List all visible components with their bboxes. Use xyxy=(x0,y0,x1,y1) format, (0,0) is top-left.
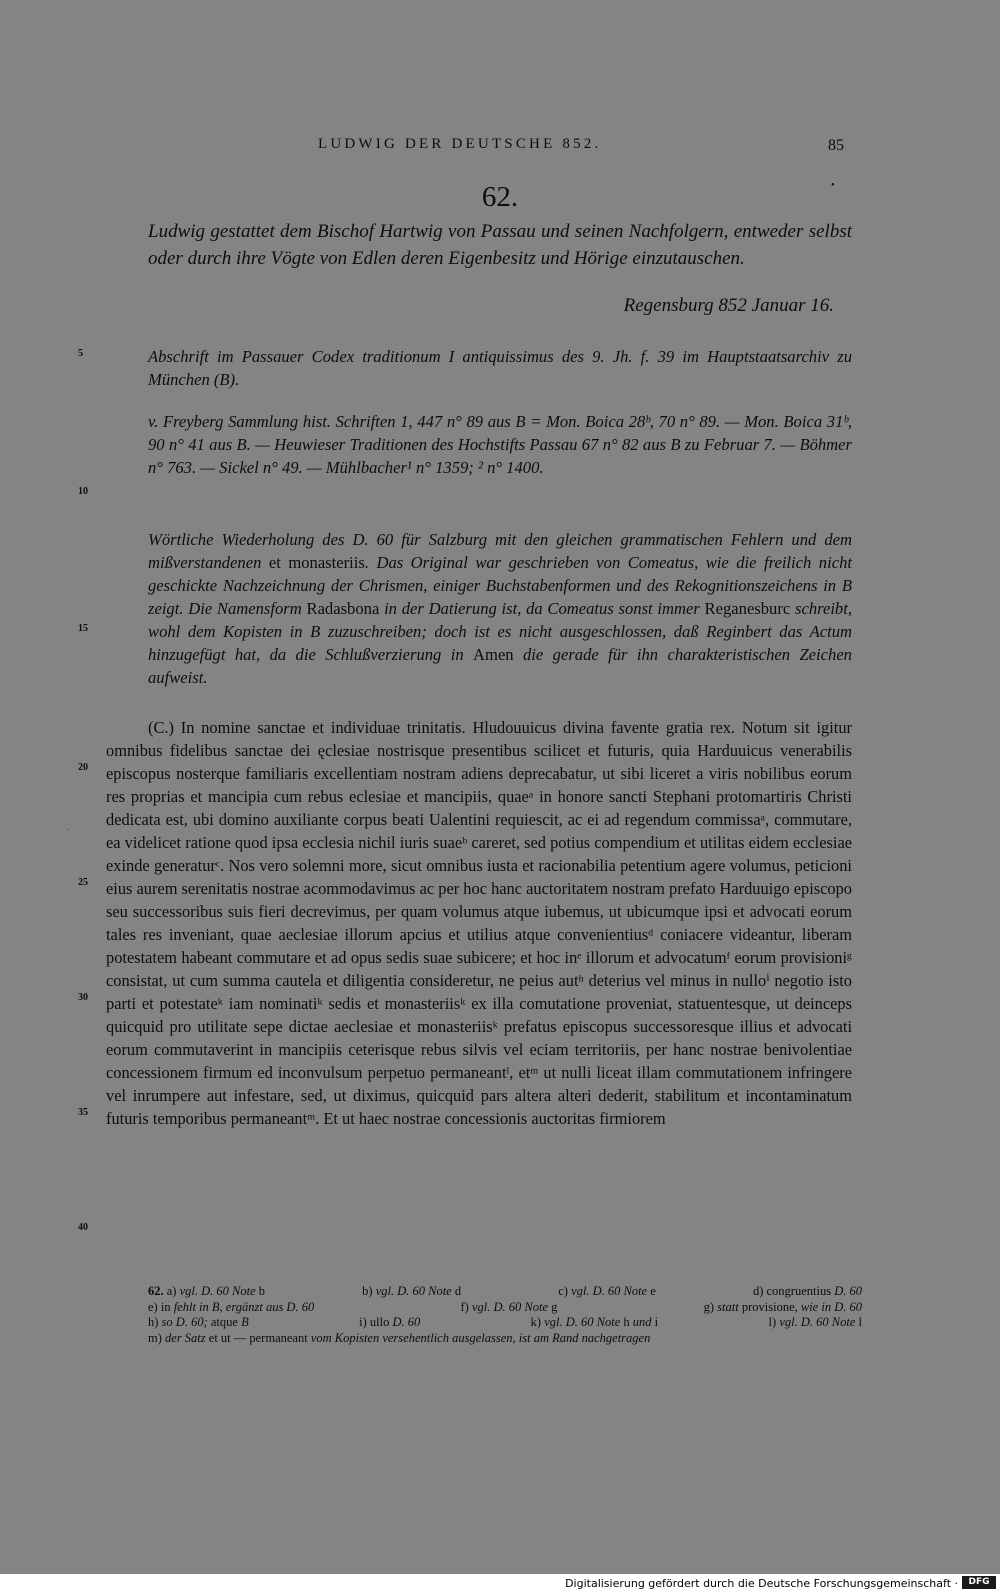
line-number: 5 xyxy=(78,348,83,359)
commentary: Wörtliche Wiederholung des D. 60 für Salzburg mit den gleichen grammatischen Fehlern und dem mißverstandenen et monasteriis. Das Original war geschrieben von Comeatus, wie die freilich nicht geschickte Nachzeichnung der Chrismen, einiger Buchstabenformen und des Rekognitionszeichens in B zeigt. Die Namensform Radasbona in der Datierung ist, da Comeatus sonst immer Reganesburc schreibt, wohl dem Kopisten in B zuzuschreiben; doch ist es nicht ausgeschlossen, daß Reginbert das Actum hinzugefügt hat, da die Schlußverzierung in Amen die gerade für ihn charakteristischen Zeichen aufweist. xyxy=(148,530,852,687)
line-number: 25 xyxy=(78,877,88,888)
page-number: 85 xyxy=(828,137,844,154)
running-head xyxy=(0,136,1000,160)
footer-bar xyxy=(0,1574,1000,1593)
footnote-row: m) der Satz et ut — permaneant vom Kopisten versehentlich ausgelassen, ist am Rand nachgetragen xyxy=(148,1330,651,1345)
printing-mark: • xyxy=(831,180,835,191)
line-number: 20 xyxy=(78,762,88,773)
dfg-logo: DFG xyxy=(962,1576,996,1589)
margin-mark: · xyxy=(67,826,70,834)
footnote-row: 62. a) vgl. D. 60 Note b b) vgl. D. 60 Note d c) vgl. D. 60 Note e d) congruentius D. 60 xyxy=(148,1284,862,1298)
main-text xyxy=(106,716,852,1130)
digitization-credit: Digitalisierung gefördert durch die Deutsche Forschungsgemeinschaft · xyxy=(565,1577,958,1590)
line-number: 30 xyxy=(78,992,88,1003)
footnotes xyxy=(148,1284,862,1346)
footnote-row: h) so D. 60; atque B i) ullo D. 60 k) vgl. D. 60 Note h und i l) vgl. D. 60 Note l xyxy=(148,1315,862,1329)
document-number: 62. xyxy=(481,181,519,213)
dating: Regensburg 852 Januar 16. xyxy=(623,295,834,316)
line-number: 35 xyxy=(78,1107,88,1118)
charter-text: (C.) In nomine sanctae et individuae trinitatis. Hludouuicus divina favente gratia rex. Notum sit igitur omnibus fidelibus sanctae dei ęclesiae nostrisque presentibus scilicet et futuris, quia Harduuicus venerabilis episcopus nosterque familiaris excellentiam nostram adiens deprecabatur, ut sibi liceret a viris nobilibus eorum res proprias et mancipia cum rebus eclesiae et mancipiis, quaeᵃ in honore sancti Stephani protomartiris Christi dedicata est, ubi domino auxiliante corpus beati Ualentini requiescit, ac ei ad regendum commissaᵃ, commutare, ea videlicet ratione quod ipsa ecclesia nichil iuris suaeᵇ careret, sed potius compendium et utilitas eidem ecclesiae exinde generaturᶜ. Nos vero solemni more, sicut omnibus iusta et racionabilia petentium agere volumus, peticioni eius aurem serenitatis nostrae acommodavimus ac per hoc hanc auctoritatem nostram prefato Harduuigo episcopo seu successoribus suis fieri decrevimus, per quam volumus atque iubemus, ut ubicumque ipsi et advocati eorum tales res inveniant, quae aeclesiae illorum apcius et utilius atque convenientiusᵈ coniacere videantur, liberam potestatem habeant commutare et ad opus sedis suae subicere; et hoc inᵉ illorum et advocatumᶠ eorum provisioniᵍ consistat, ut cum summa cautela et diligentia consideretur, ne peius autʰ deterius vel minus in nulloⁱ negotio isto parti et potestateᵏ iam nominatiᵏ sedis et monasteriisᵏ ex illa comutatione proveniat, statuentesque, ut deinceps quicquid pro utilitate sepe dictae aeclesiae et monasteriisᵏ prefatus episcopus successoresque illius et advocati eorum commutaverint in mancipiis ceterisque rebus silvis vel eciam territoriis, per hanc nostrae benivolentiae concessionem firmum ed inconvulsum perpetuo permaneantˡ, etᵐ ut nulli liceat illam commutationem infringere vel inrumpere aut infestare, sed, ut diximus, quicquid pars altera alteri dederit, stabilitum et incontaminatum futuris temporibus permaneantᵐ. Et ut haec nostrae concessionis auctoritas firmiorem xyxy=(106,718,852,1128)
line-number: 10 xyxy=(78,486,88,497)
footnote-row: e) in fehlt in B, ergänzt aus D. 60 f) vgl. D. 60 Note g g) statt provisione, wie in D. 60 xyxy=(148,1299,862,1314)
tradition-manuscript: Abschrift im Passauer Codex traditionum I antiquissimus des 9. Jh. f. 39 im Hauptstaatsarchiv zu München (B). xyxy=(148,347,852,389)
line-number: 15 xyxy=(78,623,88,634)
running-head-title: LUDWIG DER DEUTSCHE 852. xyxy=(318,136,602,152)
tradition-editions: v. Freyberg Sammlung hist. Schriften 1, 447 n° 89 aus B = Mon. Boica 28ᵇ, 70 n° 89. — Mon. Boica 31ᵇ, 90 n° 41 aus B. — Heuwieser Traditionen des Hochstifts Passau 67 n° 82 aus B zu Februar 7. — Böhmer n° 763. — Sickel n° 49. — Mühlbacher¹ n° 1359; ² n° 1400. xyxy=(148,412,852,477)
line-number: 40 xyxy=(78,1222,88,1233)
regest: Ludwig gestattet dem Bischof Hartwig von Passau und seinen Nachfolgern, entweder selbst oder durch ihre Vögte von Edlen deren Eigenbesitz und Hörige einzutauschen. xyxy=(148,221,852,269)
